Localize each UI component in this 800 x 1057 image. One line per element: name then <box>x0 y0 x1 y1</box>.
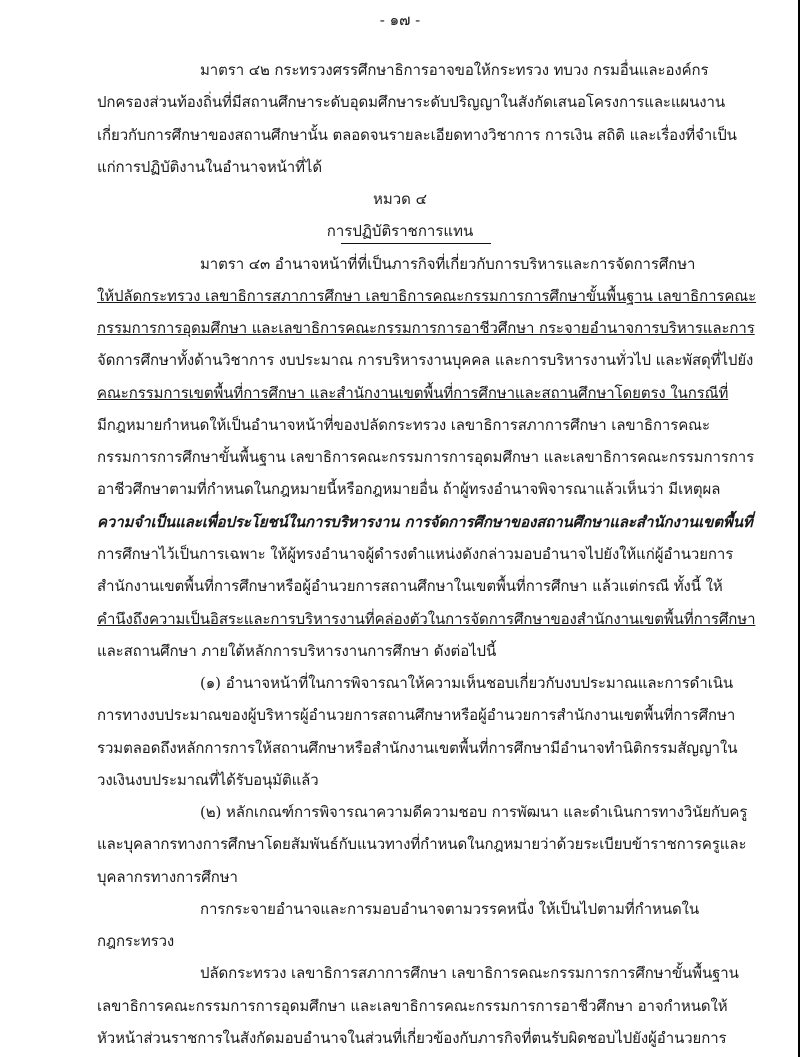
last-para-line-1: ปลัดกระทรวง เลขาธิการสภาการศึกษา เลขาธิการคณะกรรมการการศึกษาขั้นพื้นฐาน <box>200 964 739 982</box>
item-2-line-2: และบุคลากรทางการศึกษาโดยสัมพันธ์กับแนวทางที่กำหนดในกฎหมายว่าด้วยระเบียบข้าราชการครูและ <box>97 835 747 853</box>
section-43-line-10: การศึกษาไว้เป็นการเฉพาะ ให้ผู้ทรงอำนาจผู้ดำรงตำแหน่งดังกล่าวมอบอำนาจไปยังให้แก่ผู้อำนวยการ <box>97 545 734 563</box>
section-43-line-8: อาชีวศึกษาตามที่กำหนดในกฎหมายนี้หรือกฎหมายอื่น ถ้าผู้ทรงอำนาจพิจารณาแล้วเห็นว่า มีเหตุผล <box>97 480 721 498</box>
section-43-line-4: จัดการศึกษาทั้งด้านวิชาการ งบประมาณ การบริหารงานบุคคล และการบริหารงานทั่วไป และพัสดุที่ไปยัง <box>97 351 754 369</box>
section-43-line-12: คำนึงถึงความเป็นอิสระและการบริหารงานที่คล่องตัวในการจัดการศึกษาของสำนักงานเขตพื้นที่การศึกษา <box>97 610 756 628</box>
item-1-line-1: (๑) อำนาจหน้าที่ในการพิจารณาให้ความเห็นชอบเกี่ยวกับงบประมาณและการดำเนิน <box>200 674 734 692</box>
section-42-line-1: มาตรา ๔๒ กระทรวงศรรศึกษาธิการอาจขอให้กระทรวง ทบวง กรมอื่นและองค์กร <box>200 61 709 79</box>
section-43-line-3: กรรมการการอุดมศึกษา และเลขาธิการคณะกรรมการการอาชีวศึกษา กระจายอำนาจการบริหารและการ <box>97 319 755 337</box>
section-43-line-11: สำนักงานเขตพื้นที่การศึกษาหรือผู้อำนวยการสถานศึกษาในเขตพื้นที่การศึกษา แล้วแต่กรณี ทั้งนี้ ให้ <box>97 577 723 595</box>
chapter-title: การปฏิบัติราชการแทน <box>326 222 474 240</box>
chapter-number: หมวด ๔ <box>372 190 428 208</box>
section-42-line-3: เกี่ยวกับการศึกษาของสถานศึกษานั้น ตลอดจนรายละเอียดทางวิชาการ การเงิน สถิติ และเรื่องที่จำเป็น <box>97 126 737 144</box>
item-1-line-4: วงเงินงบประมาณที่ได้รับอนุมัติแล้ว <box>97 771 319 789</box>
last-para-line-2: เลขาธิการคณะกรรมการการอุดมศึกษา และเลขาธิการคณะกรรมการการอาชีวศึกษา อาจกำหนดให้ <box>97 997 728 1015</box>
item-2-line-3: บุคลากรทางการศึกษา <box>97 868 238 886</box>
section-43-line-7: กรรมการการศึกษาขั้นพื้นฐาน เลขาธิการคณะกรรมการการอุดมศึกษา และเลขาธิการคณะกรรมการการ <box>97 448 755 466</box>
delegation-line-1: การกระจายอำนาจและการมอบอำนาจตามวรรคหนึ่ง ให้เป็นไปตามที่กำหนดใน <box>200 900 699 918</box>
item-1-line-3: รวมตลอดถึงหลักการการให้สถานศึกษาหรือสำนักงานเขตพื้นที่การศึกษามีอำนาจทำนิติกรรมสัญญาใน <box>97 739 738 757</box>
section-42-line-4: แก่การปฏิบัติงานในอำนาจหน้าที่ได้ <box>97 158 322 176</box>
section-43-line-13: และสถานศึกษา ภายใต้หลักการบริหารงานการศึกษา ดังต่อไปนี้ <box>97 642 497 660</box>
last-para-line-3: หัวหน้าส่วนราชการในสังกัดมอบอำนาจในส่วนที่เกี่ยวข้องกับภารกิจที่ตนรับผิดชอบไปยังผู้อำนวยการ <box>97 1029 727 1047</box>
delegation-line-2: กฎกระทรวง <box>97 932 175 950</box>
item-1-line-2: การทางงบประมาณของผู้บริหารผู้อำนวยการสถานศึกษาหรือผู้อำนวยการสำนักงานเขตพื้นที่การศึกษา <box>97 706 736 724</box>
section-43-line-2: ให้ปลัดกระทรวง เลขาธิการสภาการศึกษา เลขาธิการคณะกรรมการการศึกษาขั้นพื้นฐาน เลขาธิการคณะ <box>97 287 757 305</box>
item-2-line-1: (๒) หลักเกณฑ์การพิจารณาความดีความชอบ การพัฒนา และดำเนินการทางวินัยกับครู <box>200 803 748 821</box>
section-43-line-9: ความจำเป็นและเพื่อประโยชน์ในการบริหารงาน การจัดการศึกษาของสถานศึกษาและสำนักงานเขตพื้นที่ <box>97 513 753 531</box>
section-43-line-5: คณะกรรมการเขตพื้นที่การศึกษา และสำนักงานเขตพื้นที่การศึกษาและสถานศึกษาโดยตรง ในกรณีที่ <box>97 384 729 402</box>
page-number: - ๑๗ - <box>379 11 421 29</box>
section-42-line-2: ปกครองส่วนท้องถิ่นที่มีสถานศึกษาระดับอุดมศึกษาระดับปริญญาในสังกัดเสนอโครงการและแผนงาน <box>97 93 725 111</box>
chapter-divider <box>341 243 491 244</box>
section-43-line-1: มาตรา ๔๓ อำนาจหน้าที่ที่เป็นภารกิจที่เกี่ยวกับการบริหารและการจัดการศึกษา <box>200 255 696 273</box>
section-43-line-6: มีกฎหมายกำหนดให้เป็นอำนาจหน้าที่ของปลัดกระทรวง เลขาธิการสภาการศึกษา เลขาธิการคณะ <box>97 416 710 434</box>
